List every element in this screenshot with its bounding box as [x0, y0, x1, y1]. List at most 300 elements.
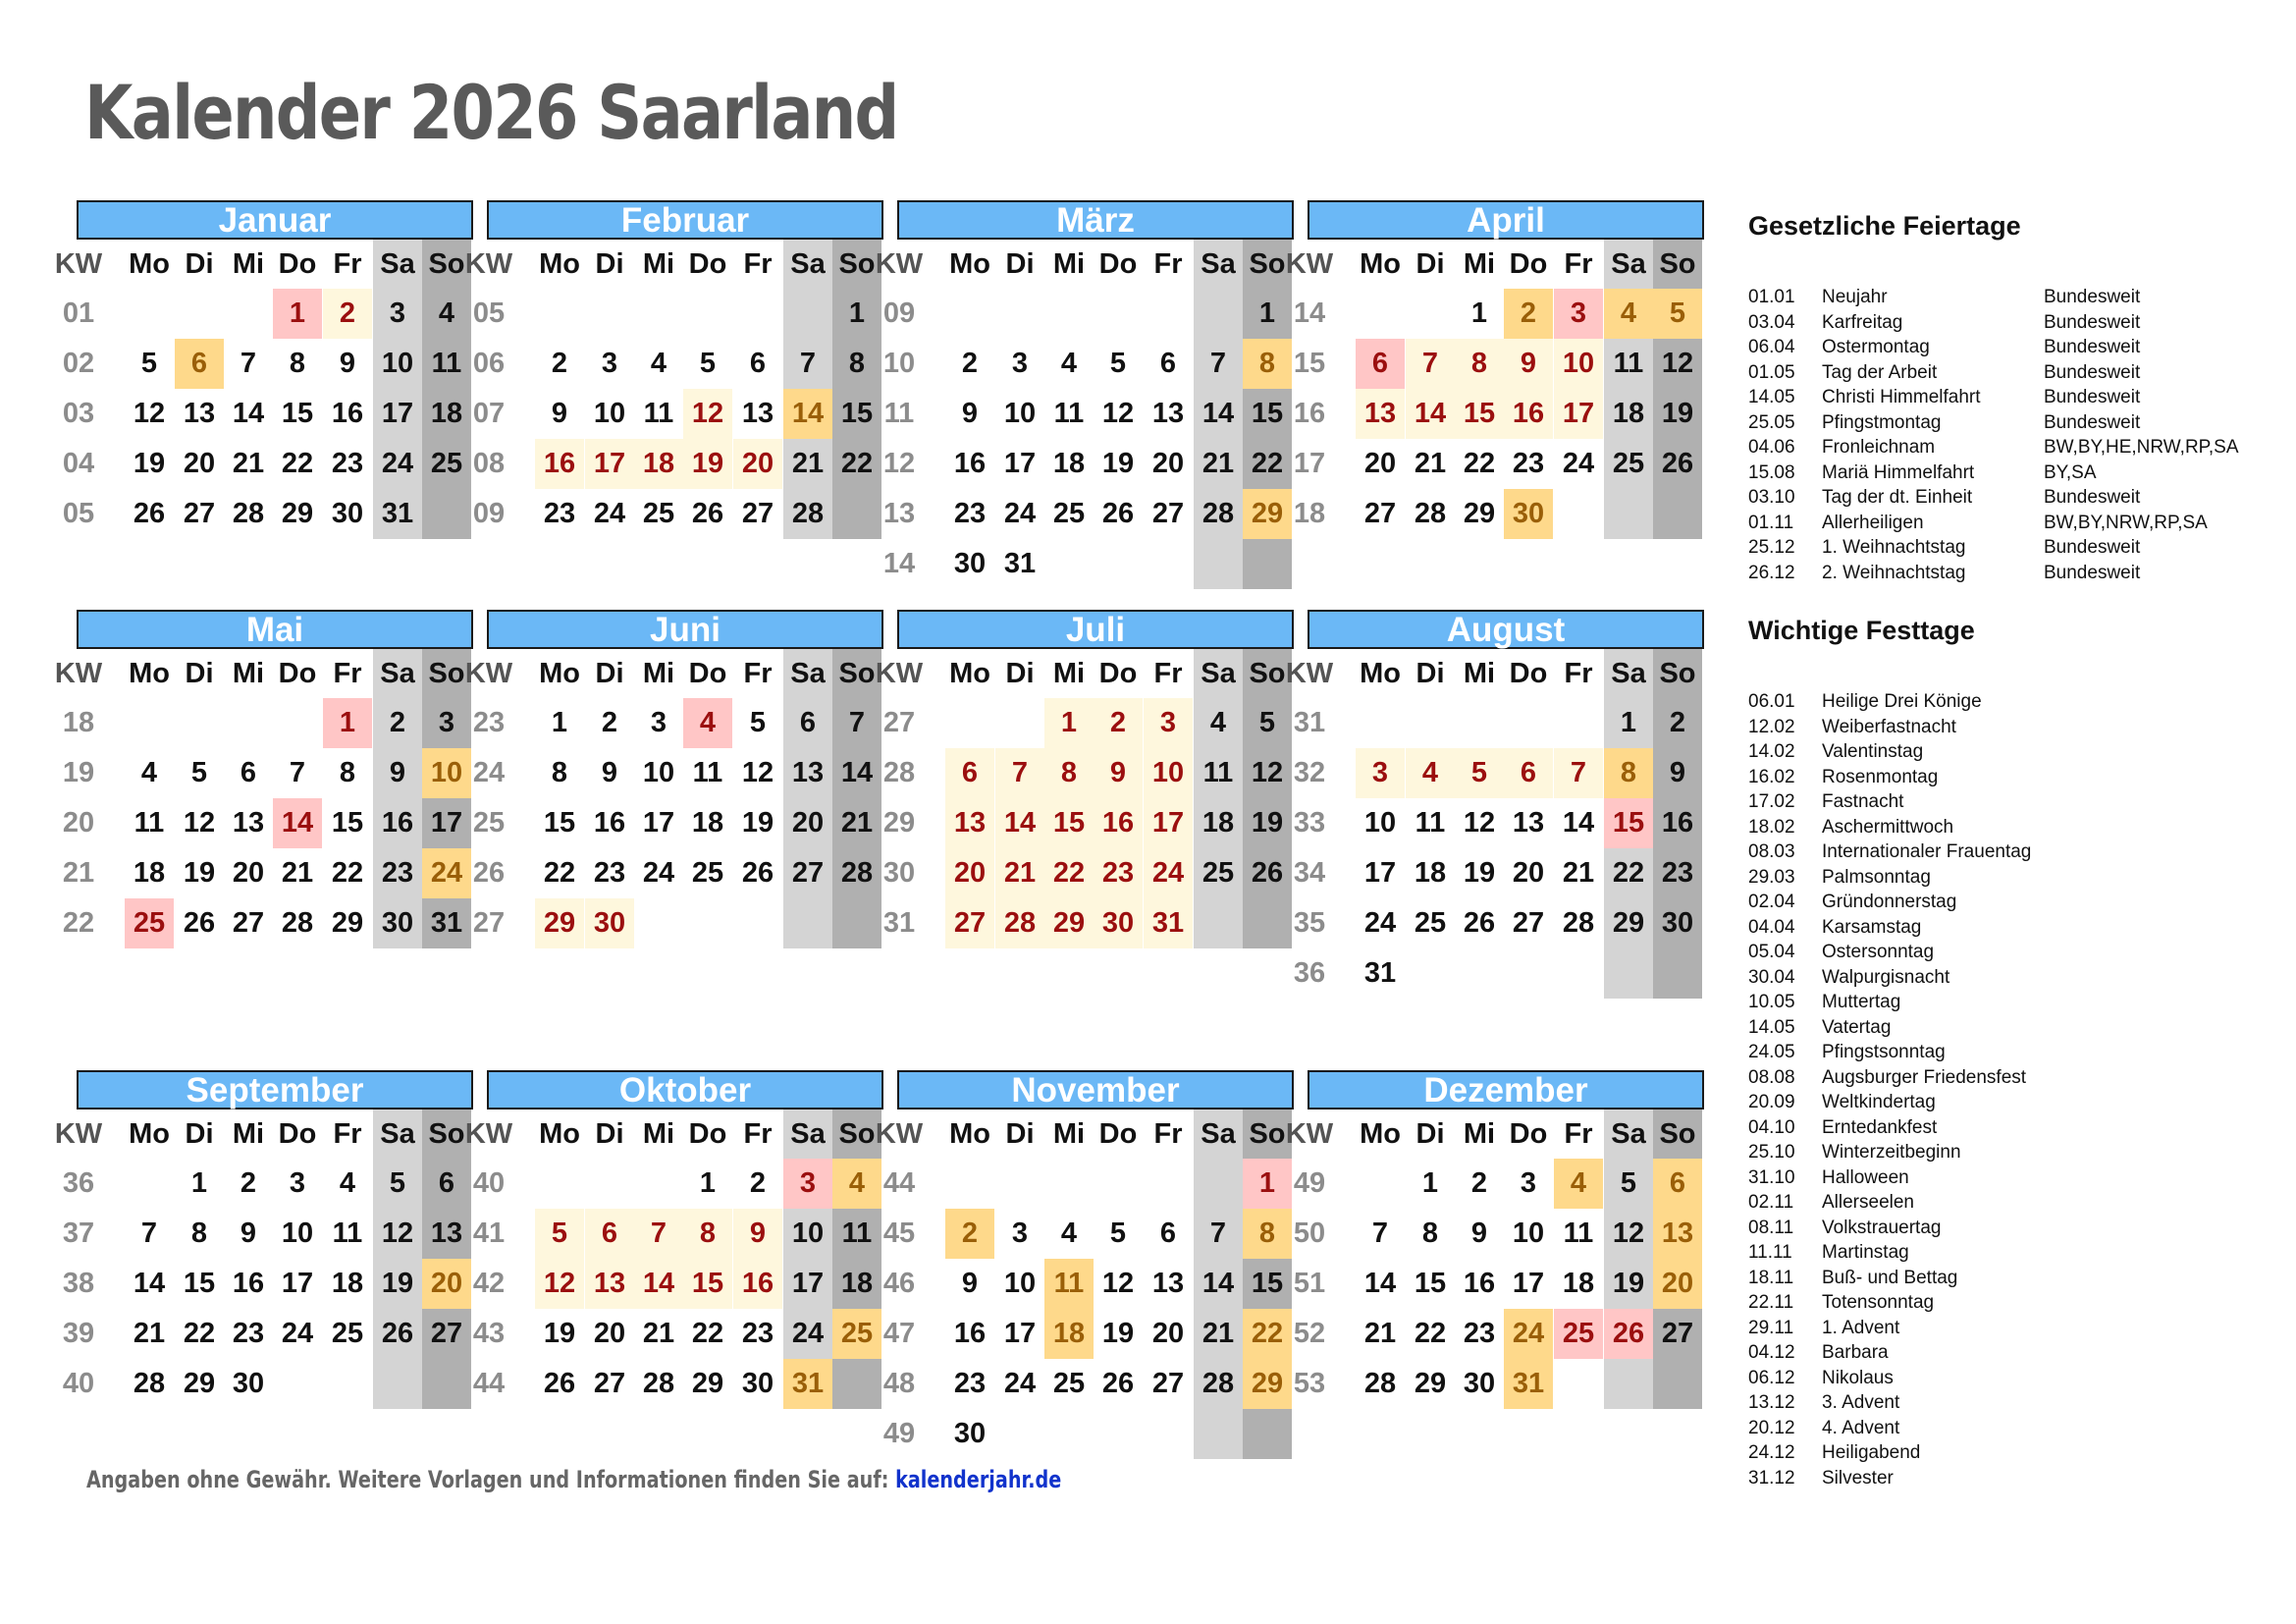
- day-cell: 23: [1653, 848, 1702, 898]
- empty-day-cell: [175, 289, 224, 339]
- day-cell: 27: [232, 907, 265, 939]
- week-number: 11: [883, 398, 915, 429]
- month-name: November: [897, 1070, 1294, 1110]
- weekday-header: Fr: [1564, 658, 1593, 689]
- day-cell: 21: [1194, 1309, 1243, 1359]
- day-cell: 8: [832, 339, 881, 389]
- day-cell: 13: [585, 1259, 634, 1309]
- week-grid: [882, 289, 1294, 589]
- holiday-date: 08.03: [1748, 841, 1795, 862]
- holiday-date: 24.12: [1748, 1442, 1795, 1463]
- week-row: [882, 289, 1294, 339]
- week-number: 31: [882, 907, 916, 939]
- day-cell: 13: [232, 807, 265, 839]
- footer-text: Angaben ohne Gewähr. Weitere Vorlagen und Informationen finden Sie auf:: [86, 1466, 896, 1493]
- day-cell: 5: [1109, 348, 1127, 379]
- day-cell: 28: [832, 848, 881, 898]
- day-cell: 5: [1109, 1218, 1127, 1249]
- holiday-name: Volkstrauertag: [1822, 1217, 1942, 1238]
- day-cell: 16: [733, 1259, 782, 1309]
- day-cell: 1: [1044, 698, 1094, 748]
- page-title: Kalender 2026 Saarland: [84, 69, 898, 156]
- weekday-header: Mo: [129, 658, 170, 689]
- holiday-date: 24.05: [1748, 1042, 1795, 1062]
- week-number-header: KW: [875, 658, 924, 689]
- holiday-name: Gründonnerstag: [1822, 892, 1957, 912]
- week-row: [1293, 698, 1704, 748]
- weekday-header-row: [54, 240, 473, 289]
- holiday-row: [1748, 285, 2259, 310]
- month-10: [464, 1070, 883, 1409]
- day-cell: 5: [140, 348, 158, 379]
- weekday-header-row: [54, 649, 473, 698]
- weekday-header: Sa: [373, 240, 422, 290]
- week-number: 44: [882, 1167, 916, 1199]
- weekday-header: So: [832, 649, 881, 699]
- day-cell: 24: [1562, 448, 1595, 479]
- week-number: 14: [1293, 298, 1326, 329]
- day-cell: 16: [1094, 798, 1143, 848]
- day-cell: 6: [1504, 748, 1553, 798]
- day-cell: 2: [1504, 289, 1553, 339]
- week-number-header: KW: [1285, 248, 1334, 280]
- holiday-name: Nikolaus: [1822, 1367, 1894, 1388]
- holiday-row: [1748, 1366, 2259, 1391]
- holiday-row: [1748, 360, 2259, 386]
- footer-link[interactable]: kalenderjahr.de: [895, 1466, 1062, 1493]
- day-cell: 14: [133, 1268, 166, 1299]
- week-number: 36: [62, 1167, 95, 1199]
- holiday-row: [1748, 965, 2259, 991]
- day-cell: 28: [783, 489, 832, 539]
- day-cell: 18: [1194, 798, 1243, 848]
- holiday-name: Muttertag: [1822, 992, 1901, 1012]
- week-number: 22: [62, 907, 95, 939]
- footer-note: [86, 1466, 1061, 1493]
- empty-day-cell: [1455, 698, 1504, 748]
- day-cell: 9: [240, 1218, 257, 1249]
- day-cell: 30: [585, 898, 634, 948]
- weekday-header-row: [875, 1110, 1294, 1159]
- empty-day-cell: [783, 898, 832, 948]
- festive-days-heading: Wichtige Festtage: [1748, 616, 1975, 645]
- weekday-header: Sa: [373, 649, 422, 699]
- day-cell: 13: [422, 1209, 471, 1259]
- empty-day-cell: [273, 1359, 322, 1409]
- holiday-row: [1748, 335, 2259, 360]
- day-cell: 17: [281, 1268, 314, 1299]
- day-cell: 5: [1243, 698, 1292, 748]
- holiday-date: 18.02: [1748, 816, 1795, 838]
- day-cell: 24: [1144, 848, 1193, 898]
- week-row: [882, 1409, 1294, 1459]
- week-row: [882, 748, 1294, 798]
- holiday-region: Bundesweit: [2044, 411, 2141, 433]
- weekday-header-row: [54, 1110, 473, 1159]
- day-cell: 29: [535, 898, 584, 948]
- empty-day-cell: [1455, 948, 1504, 999]
- week-row: [882, 698, 1294, 748]
- empty-day-cell: [535, 289, 584, 339]
- holiday-row: [1748, 940, 2259, 965]
- month-8: [1285, 610, 1704, 999]
- month-5: [54, 610, 473, 948]
- holiday-row: [1748, 511, 2259, 536]
- day-cell: 8: [1243, 339, 1292, 389]
- holiday-name: 3. Advent: [1822, 1392, 1900, 1413]
- day-cell: 14: [273, 798, 322, 848]
- empty-day-cell: [733, 289, 782, 339]
- holiday-name: Christi Himmelfahrt: [1822, 387, 1981, 407]
- week-number: 49: [882, 1418, 916, 1449]
- day-cell: 18: [331, 1268, 364, 1299]
- day-cell: 2: [601, 707, 618, 738]
- holiday-region: BY,SA: [2044, 461, 2097, 483]
- day-cell: 3: [422, 698, 471, 748]
- day-cell: 31: [422, 898, 471, 948]
- weekday-header: Fr: [1153, 1118, 1183, 1150]
- day-cell: 22: [1463, 448, 1496, 479]
- empty-day-cell: [1554, 948, 1603, 999]
- holiday-date: 01.01: [1748, 287, 1795, 307]
- day-cell: 13: [1653, 1209, 1702, 1259]
- day-cell: 28: [232, 498, 265, 529]
- day-cell: 4: [1604, 289, 1653, 339]
- day-cell: 16: [953, 1318, 987, 1349]
- week-number: 37: [62, 1218, 95, 1249]
- holiday-row: [1748, 1140, 2259, 1165]
- day-cell: 25: [1052, 1368, 1086, 1399]
- weekday-header: Do: [1098, 1118, 1138, 1150]
- day-cell: 19: [1101, 448, 1135, 479]
- day-cell: 12: [741, 757, 774, 788]
- day-cell: 13: [741, 398, 774, 429]
- holiday-name: Heilige Drei Könige: [1822, 691, 1982, 712]
- day-cell: 24: [373, 439, 422, 489]
- day-cell: 15: [281, 398, 314, 429]
- day-cell: 5: [535, 1209, 584, 1259]
- day-cell: 15: [543, 807, 576, 839]
- weekday-header: Mo: [949, 248, 990, 280]
- day-cell: 10: [281, 1218, 314, 1249]
- week-row: [62, 489, 473, 539]
- week-number: 28: [882, 757, 916, 788]
- day-cell: 26: [1101, 498, 1135, 529]
- week-number: 30: [882, 857, 916, 889]
- day-cell: 21: [1363, 1318, 1397, 1349]
- day-cell: 1: [323, 698, 372, 748]
- day-cell: 19: [543, 1318, 576, 1349]
- day-cell: 6: [749, 348, 767, 379]
- day-cell: 14: [1194, 389, 1243, 439]
- holiday-date: 12.02: [1748, 716, 1795, 737]
- weekday-header: Sa: [373, 1110, 422, 1160]
- day-cell: 12: [1101, 1268, 1135, 1299]
- day-cell: 25: [1052, 498, 1086, 529]
- holiday-region: BW,BY,NRW,RP,SA: [2044, 512, 2208, 533]
- weekday-header: Mi: [1052, 248, 1086, 280]
- week-number-header: KW: [464, 1118, 513, 1150]
- day-cell: 28: [1194, 1359, 1243, 1409]
- week-row: [1293, 798, 1704, 848]
- holiday-row: [1748, 990, 2259, 1015]
- week-row: [882, 1259, 1294, 1309]
- day-cell: 30: [373, 898, 422, 948]
- holiday-region: Bundesweit: [2044, 537, 2141, 558]
- holiday-date: 08.08: [1748, 1066, 1795, 1088]
- day-cell: 6: [1159, 1218, 1177, 1249]
- day-cell: 20: [1151, 1318, 1185, 1349]
- day-cell: 25: [1604, 439, 1653, 489]
- empty-day-cell: [1044, 1159, 1094, 1209]
- week-number: 12: [882, 448, 916, 479]
- day-cell: 14: [634, 1259, 683, 1309]
- day-cell: 8: [190, 1218, 208, 1249]
- weekday-header-row: [1285, 1110, 1704, 1159]
- holiday-date: 13.12: [1748, 1392, 1795, 1413]
- week-row: [1293, 339, 1704, 389]
- holiday-row: [1748, 1466, 2259, 1491]
- empty-day-cell: [125, 1159, 174, 1209]
- week-grid: [1293, 1159, 1704, 1409]
- holiday-row: [1748, 1340, 2259, 1366]
- day-cell: 25: [1554, 1309, 1603, 1359]
- day-cell: 2: [1470, 1167, 1488, 1199]
- day-cell: 29: [1243, 1359, 1292, 1409]
- day-cell: 29: [1414, 1368, 1447, 1399]
- day-cell: 19: [183, 857, 216, 889]
- week-row: [472, 748, 883, 798]
- week-number: 20: [62, 807, 95, 839]
- holiday-row: [1748, 715, 2259, 740]
- week-number: 40: [62, 1368, 95, 1399]
- day-cell: 25: [1194, 848, 1243, 898]
- day-cell: 31: [783, 1359, 832, 1409]
- month-4: [1285, 200, 1704, 539]
- week-number: 05: [62, 498, 95, 529]
- holiday-name: Tag der dt. Einheit: [1822, 487, 1973, 508]
- day-cell: 18: [1562, 1268, 1595, 1299]
- day-cell: 22: [281, 448, 314, 479]
- holiday-row: [1748, 410, 2259, 436]
- empty-day-cell: [1554, 489, 1603, 539]
- month-name: Februar: [487, 200, 883, 240]
- weekday-header: Mi: [1463, 658, 1496, 689]
- month-1: [54, 200, 473, 539]
- day-cell: 28: [642, 1368, 675, 1399]
- week-row: [1293, 1359, 1704, 1409]
- holiday-row: [1748, 1115, 2259, 1141]
- month-7: [875, 610, 1294, 948]
- day-cell: 20: [232, 857, 265, 889]
- holiday-row: [1748, 1390, 2259, 1416]
- day-cell: 8: [1243, 1209, 1292, 1259]
- holiday-row: [1748, 1290, 2259, 1316]
- month-name: Juni: [487, 610, 883, 649]
- day-cell: 9: [551, 398, 568, 429]
- empty-day-cell: [1194, 539, 1243, 589]
- holiday-row: [1748, 765, 2259, 790]
- holiday-name: Weltkindertag: [1822, 1092, 1936, 1112]
- day-cell: 16: [373, 798, 422, 848]
- day-cell: 16: [1504, 389, 1553, 439]
- holiday-date: 14.05: [1748, 1016, 1795, 1038]
- weekday-header: So: [422, 1110, 471, 1160]
- week-number: 33: [1293, 807, 1326, 839]
- week-row: [62, 748, 473, 798]
- empty-day-cell: [733, 898, 782, 948]
- holiday-date: 10.05: [1748, 992, 1795, 1012]
- holiday-name: Palmsonntag: [1822, 866, 1931, 888]
- day-cell: 19: [1101, 1318, 1135, 1349]
- week-row: [1293, 1209, 1704, 1259]
- holiday-date: 20.09: [1748, 1092, 1795, 1112]
- holiday-row: [1748, 815, 2259, 840]
- holiday-date: 02.04: [1748, 892, 1795, 912]
- day-cell: 26: [1604, 1309, 1653, 1359]
- empty-day-cell: [1243, 539, 1292, 589]
- week-number: 09: [472, 498, 506, 529]
- day-cell: 13: [945, 798, 994, 848]
- week-row: [883, 389, 1294, 439]
- day-cell: 19: [1653, 389, 1702, 439]
- empty-day-cell: [634, 289, 683, 339]
- empty-day-cell: [323, 1359, 372, 1409]
- week-number: 23: [472, 707, 506, 738]
- holiday-region: Bundesweit: [2044, 361, 2141, 383]
- day-cell: 20: [1653, 1259, 1702, 1309]
- holiday-name: Silvester: [1822, 1467, 1894, 1489]
- week-number-header: KW: [875, 1118, 924, 1150]
- holiday-name: Totensonntag: [1822, 1292, 1935, 1313]
- holiday-region: Bundesweit: [2044, 487, 2141, 508]
- week-number: 19: [62, 757, 95, 788]
- holiday-name: 2. Weihnachtstag: [1822, 562, 1966, 583]
- holiday-region: Bundesweit: [2044, 387, 2141, 407]
- day-cell: 24: [642, 857, 675, 889]
- empty-day-cell: [1044, 1409, 1094, 1459]
- empty-day-cell: [1194, 1159, 1243, 1209]
- day-cell: 1: [273, 289, 322, 339]
- day-cell: 8: [683, 1209, 732, 1259]
- day-cell: 17: [783, 1259, 832, 1309]
- month-12: [1285, 1070, 1704, 1409]
- day-cell: 21: [133, 1318, 166, 1349]
- day-cell: 22: [1604, 848, 1653, 898]
- holiday-row: [1748, 485, 2259, 511]
- week-number-header: KW: [875, 248, 924, 280]
- week-row: [1293, 1159, 1704, 1209]
- day-cell: 13: [1356, 389, 1405, 439]
- day-cell: 24: [1363, 907, 1397, 939]
- week-row: [882, 339, 1294, 389]
- day-cell: 7: [783, 339, 832, 389]
- empty-day-cell: [995, 698, 1044, 748]
- day-cell: 8: [1455, 339, 1504, 389]
- day-cell: 4: [422, 289, 471, 339]
- holiday-row: [1748, 561, 2259, 586]
- empty-day-cell: [683, 289, 732, 339]
- holiday-date: 03.04: [1748, 311, 1795, 333]
- week-number: 02: [62, 348, 95, 379]
- week-number: 31: [1293, 707, 1326, 738]
- day-cell: 20: [1151, 448, 1185, 479]
- day-cell: 12: [1101, 398, 1135, 429]
- week-row: [472, 289, 883, 339]
- day-cell: 16: [1653, 798, 1702, 848]
- holiday-name: Martinstag: [1822, 1242, 1909, 1263]
- week-number: 49: [1293, 1167, 1326, 1199]
- day-cell: 18: [691, 807, 724, 839]
- holiday-row: [1748, 1240, 2259, 1266]
- day-cell: 26: [1653, 439, 1702, 489]
- weekday-header: Sa: [1604, 1110, 1653, 1160]
- holiday-row: [1748, 1266, 2259, 1291]
- empty-day-cell: [125, 698, 174, 748]
- week-row: [882, 539, 1294, 589]
- empty-day-cell: [585, 1159, 634, 1209]
- day-cell: 6: [1356, 339, 1405, 389]
- holiday-name: Ostermontag: [1822, 337, 1930, 357]
- day-cell: 23: [1463, 1318, 1496, 1349]
- day-cell: 26: [133, 498, 166, 529]
- day-cell: 25: [642, 498, 675, 529]
- holiday-name: 4. Advent: [1822, 1417, 1900, 1438]
- weekday-header: Mo: [949, 1118, 990, 1150]
- week-row: [882, 439, 1294, 489]
- week-row: [472, 1159, 883, 1209]
- holiday-row: [1748, 460, 2259, 486]
- holiday-row: [1748, 689, 2259, 715]
- day-cell: 9: [1094, 748, 1143, 798]
- week-number: 27: [882, 707, 916, 738]
- day-cell: 3: [1011, 348, 1029, 379]
- weekday-header: Fr: [333, 658, 362, 689]
- weekday-header-row: [1285, 649, 1704, 698]
- week-row: [472, 389, 883, 439]
- week-grid: [62, 1159, 473, 1409]
- holiday-name: Tag der Arbeit: [1822, 361, 1938, 383]
- weekday-header: Mi: [1463, 1118, 1496, 1150]
- weekday-header-row: [464, 649, 883, 698]
- weekday-header: Mi: [1052, 1118, 1086, 1150]
- week-number: 25: [472, 807, 506, 839]
- empty-day-cell: [995, 1409, 1044, 1459]
- holiday-date: 18.11: [1748, 1267, 1794, 1288]
- month-3: [875, 200, 1294, 589]
- day-cell: 11: [692, 757, 723, 788]
- day-cell: 19: [1463, 857, 1496, 889]
- day-cell: 2: [749, 1167, 767, 1199]
- day-cell: 19: [741, 807, 774, 839]
- weekday-header: Sa: [1604, 240, 1653, 290]
- day-cell: 7: [1554, 748, 1603, 798]
- week-row: [62, 1309, 473, 1359]
- week-row: [472, 489, 883, 539]
- day-cell: 22: [1243, 439, 1292, 489]
- holiday-name: Pfingstmontag: [1822, 411, 1942, 433]
- week-number: 21: [62, 857, 95, 889]
- weekday-header: Mi: [642, 658, 675, 689]
- day-cell: 30: [953, 548, 987, 579]
- week-row: [472, 698, 883, 748]
- day-cell: 3: [783, 1159, 832, 1209]
- day-cell: 3: [1144, 698, 1193, 748]
- empty-day-cell: [373, 1359, 422, 1409]
- week-number: 44: [472, 1368, 506, 1399]
- holiday-name: Internationaler Frauentag: [1822, 841, 2032, 862]
- week-row: [62, 339, 473, 389]
